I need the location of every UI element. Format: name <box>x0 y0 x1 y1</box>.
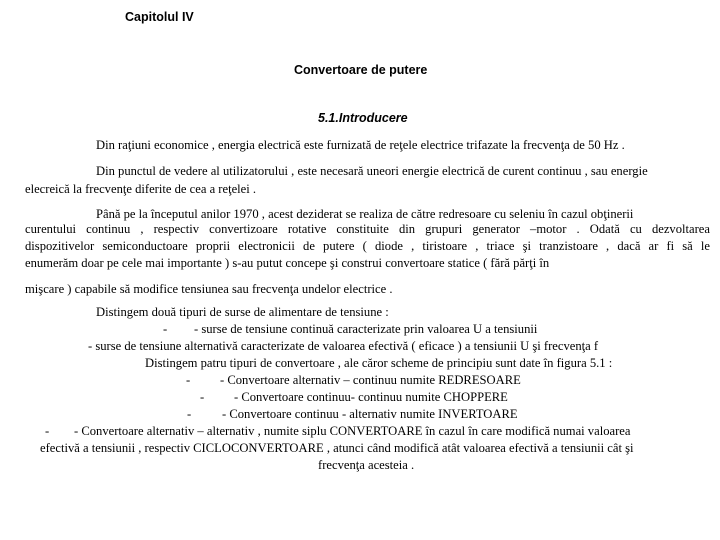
paragraph-2-line-2: elecreică la frecvenţe diferite de cea a reţelei . <box>25 182 257 196</box>
bullet-choppere: - Convertoare continuu- continuu numite CHOPPERE <box>234 390 508 404</box>
paragraph-4: Distingem două tipuri de surse de alimentare de tensiune : <box>96 305 389 319</box>
bullet-source-ac: - surse de tensiune alternativă caracterizate de valoarea efectivă ( eficace ) a tensiunii U şi frecvenţa f <box>88 339 599 353</box>
paragraph-3-line-4: enumerăm doar pe cele mai importante ) s-au putut concepe şi construi convertoare statice ( fără părţi în <box>25 256 550 270</box>
paragraph-2-line-1: Din punctul de vedere al utilizatorului , este necesară uneori energie electrică de curent continuu , sau energie <box>96 164 648 178</box>
bullet-convertoare: - Convertoare alternativ – alternativ , numite siplu CONVERTOARE în cazul în care modifică numai valoarea <box>74 424 631 438</box>
paragraph-1: Din raţiuni economice , energia electrică este furnizată de reţele electrice trifazate la frecvenţa de 50 Hz . <box>96 138 625 152</box>
section-heading: 5.1.Introducere <box>318 111 408 125</box>
bullet-invertoare: - Convertoare continuu - alternativ numite INVERTOARE <box>222 407 518 421</box>
paragraph-5: Distingem patru tipuri de convertoare , ale căror scheme de principiu sunt date în figura 5.1 : <box>145 356 613 370</box>
bullet-redresoare: - Convertoare alternativ – continuu numite REDRESOARE <box>220 373 521 387</box>
paragraph-3-line-5: mişcare ) capabile să modifice tensiunea sau frecvenţa undelor electrice . <box>25 282 393 296</box>
paragraph-3-line-2: curentului continuu , respectiv convertizoare rotative constituite din grupuri generator –motor . Odată cu dezvoltarea <box>25 222 710 236</box>
bullet-dash: - <box>187 407 192 421</box>
bullet-dash: - <box>200 390 205 404</box>
bullet-dash: - <box>186 373 191 387</box>
bullet-source-dc: - surse de tensiune continuă caracterizate prin valoarea U a tensiunii <box>194 322 538 336</box>
paragraph-3-line-3: dispozitivelor semiconductoare proprii electronicii de putere ( diode , tiristoare , triace şi tranzistoare , dacă ar fi să le <box>25 239 710 253</box>
paragraph-3-line-1: Până pe la începutul anilor 1970 , acest deziderat se realiza de către redresoare cu seleniu în cazul obţinerii <box>96 207 634 221</box>
bullet-convertoare-line-3: frecvenţa acesteia . <box>318 458 415 472</box>
chapter-heading: Capitolul IV <box>125 10 194 24</box>
bullet-dash: - <box>163 322 168 336</box>
bullet-convertoare-line-2: efectivă a tensiunii , respectiv CICLOCONVERTOARE , atunci când modifică atât valoarea efectivă a tensiunii cât şi <box>40 441 634 455</box>
page-title: Convertoare de putere <box>294 63 428 77</box>
bullet-dash: - <box>45 424 50 438</box>
